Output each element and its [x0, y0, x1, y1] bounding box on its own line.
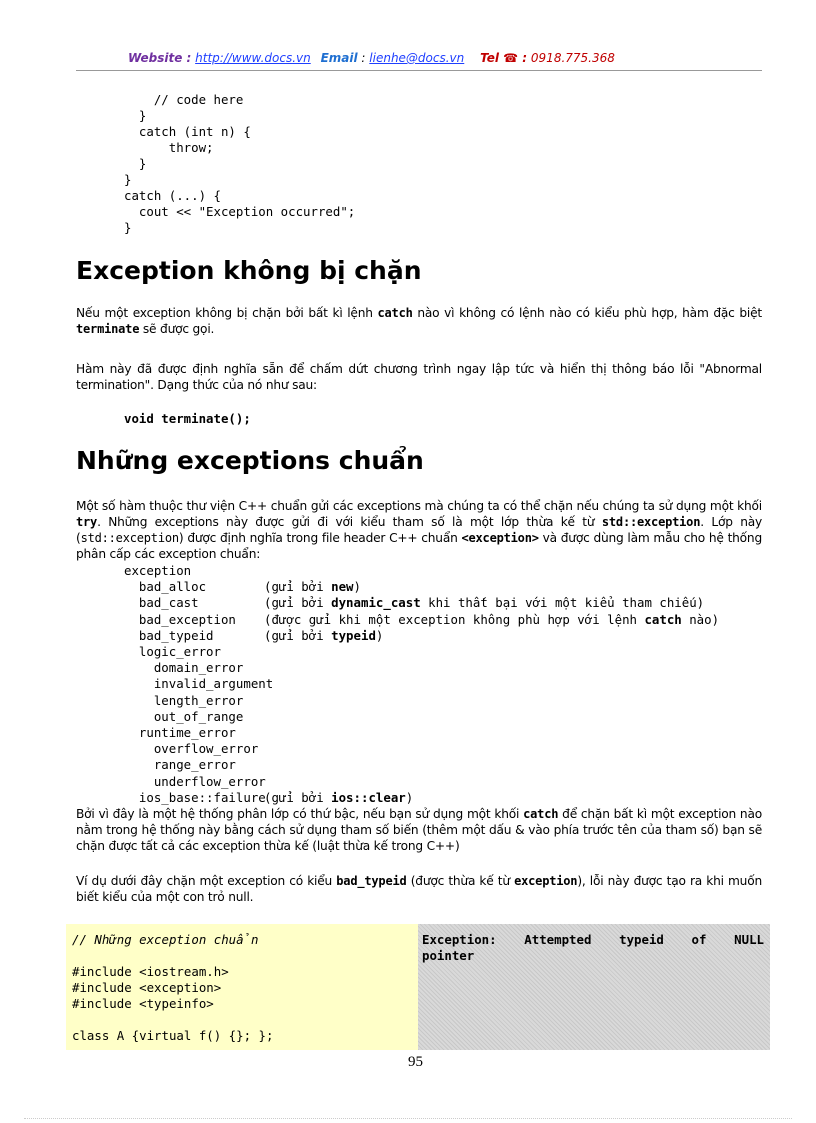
exception-note-tail: ) — [375, 627, 384, 643]
terminate-signature: void terminate(); — [124, 411, 251, 426]
exception-class-name: logic_error — [124, 644, 221, 660]
hierarchy-row — [124, 709, 719, 725]
exception-note-tail: ) — [353, 579, 361, 595]
exception-note-keyword: new — [331, 579, 354, 595]
exception-note-keyword: catch — [644, 611, 682, 627]
hierarchy-row — [124, 774, 719, 790]
exception-class-name: ios_base::failure — [124, 789, 266, 805]
paragraph-terminate-desc: Hàm này đã được định nghĩa sẵn để chấm dứt chương trình ngay lập tức và hiển thị thông báo lỗi "Abnormal termination". Dạng thức của nó như sau: — [76, 362, 762, 392]
exception-class-name: overflow_error — [124, 741, 259, 757]
example-comment: // Những exception chuẩn — [72, 932, 259, 947]
header-divider — [76, 70, 762, 71]
hierarchy-row — [124, 725, 719, 741]
email-separator: : — [357, 51, 366, 65]
example-code-box — [66, 924, 418, 1050]
hierarchy-row — [124, 628, 719, 644]
hierarchy-row — [124, 612, 719, 628]
exception-hierarchy — [124, 563, 719, 806]
exception-note-keyword: typeid — [331, 627, 376, 643]
output-line-1: Exception: Attempted typeid of NULL — [422, 932, 764, 947]
exception-class-name: bad_alloc — [124, 579, 207, 595]
paragraph-standard-intro: Một số hàm thuộc thư viện C++ chuẩn gửi các exceptions mà chúng ta có thể chặn nếu chúng ta sử dụng một khối try. Những exceptions này được gửi đi với kiểu tham số là một lớp thừa kế từ std::exception. Lớp này (std::exception) được định nghĩa trong file header C++ chuẩn <exception> và được dùng làm mẫu cho hệ thống phân cấp các exception chuẩn: — [76, 499, 763, 561]
exception-note-tail: khi thất bại với một kiểu tham chiếu) — [420, 595, 705, 611]
page-header — [128, 51, 615, 65]
hierarchy-row — [124, 790, 719, 806]
exception-note-tail: nào) — [681, 611, 720, 627]
exception-class-name: length_error — [124, 692, 244, 708]
hierarchy-row — [124, 676, 719, 692]
output-line-2: pointer — [422, 948, 475, 963]
example-output-box — [418, 924, 770, 1050]
paragraph-hierarchy-catch: Bởi vì đây là một hệ thống phân lớp có thứ bậc, nếu bạn sử dụng một khối catch để chặn bất kì một exception nào nằm trong hệ thống này bằng cách sử dụng tham số biến (thêm một dấu & vào phía trước tên của tham số) bạn sẽ chặn được tất cả các exception thừa kế (luật thừa kế trong C++) — [76, 807, 762, 853]
hierarchy-row — [124, 757, 719, 773]
section-heading-standard-exceptions: Những exceptions chuẩn — [76, 446, 424, 475]
exception-class-name: exception — [124, 563, 192, 578]
hierarchy-row — [124, 693, 719, 709]
exception-class-name: runtime_error — [124, 725, 236, 741]
exception-class-name: range_error — [124, 757, 236, 773]
exception-note: (gửi bởi — [264, 789, 332, 805]
hierarchy-row — [124, 579, 719, 595]
hierarchy-row — [124, 644, 719, 660]
section-heading-uncaught-exception: Exception không bị chặn — [76, 256, 422, 285]
exception-class-name: bad_typeid — [124, 627, 214, 643]
exception-class-name: out_of_range — [124, 708, 244, 724]
exception-class-name: bad_exception — [124, 611, 236, 627]
exception-class-name: underflow_error — [124, 773, 266, 789]
exception-note-tail: ) — [405, 789, 414, 805]
email-link[interactable]: lienhe@docs.vn — [369, 51, 465, 65]
hierarchy-row — [124, 660, 719, 676]
hierarchy-row — [124, 595, 719, 611]
exception-note: (được gửi khi một exception không phù hợp với lệnh — [264, 611, 645, 627]
exception-class-name: domain_error — [124, 660, 244, 676]
exception-note: (gửi bởi — [264, 627, 332, 643]
code-snippet-top: // code here } catch (int n) { throw; } } catch (...) { cout << "Exception occurred"; } — [124, 92, 356, 235]
code-terminate: terminate — [76, 322, 140, 336]
paragraph-example-intro: Ví dụ dưới đây chặn một exception có kiểu bad_typeid (được thừa kế từ exception), lỗi này được tạo ra khi muốn biết kiểu của một con trỏ null. — [76, 874, 762, 904]
code-catch: catch — [377, 306, 413, 320]
tel-label: Tel ☎ : — [480, 51, 528, 65]
exception-class-name: bad_cast — [124, 595, 199, 611]
exception-note: (gửi bởi — [264, 579, 332, 595]
example-code: #include <iostream.h> #include <exception> #include <typeinfo> class A {virtual f() {}; }; — [72, 964, 274, 1043]
email-label: Email — [320, 51, 358, 65]
exception-class-name: invalid_argument — [124, 676, 274, 692]
footer-divider — [24, 1118, 792, 1119]
hierarchy-row — [124, 741, 719, 757]
phone-number: 0918.775.368 — [527, 51, 615, 65]
website-label: Website : — [128, 51, 192, 65]
page-number: 95 — [408, 1054, 423, 1070]
exception-note: (gửi bởi — [264, 595, 332, 611]
hierarchy-row — [124, 563, 719, 579]
paragraph-terminate: Nếu một exception không bị chặn bởi bất kì lệnh catch nào vì không có lệnh nào có kiểu phù hợp, hàm đặc biệt terminate sẽ được gọi. — [76, 306, 762, 336]
exception-note-keyword: dynamic_cast — [331, 595, 421, 611]
exception-note-keyword: ios::clear — [331, 789, 406, 805]
website-link[interactable]: http://www.docs.vn — [195, 51, 311, 65]
